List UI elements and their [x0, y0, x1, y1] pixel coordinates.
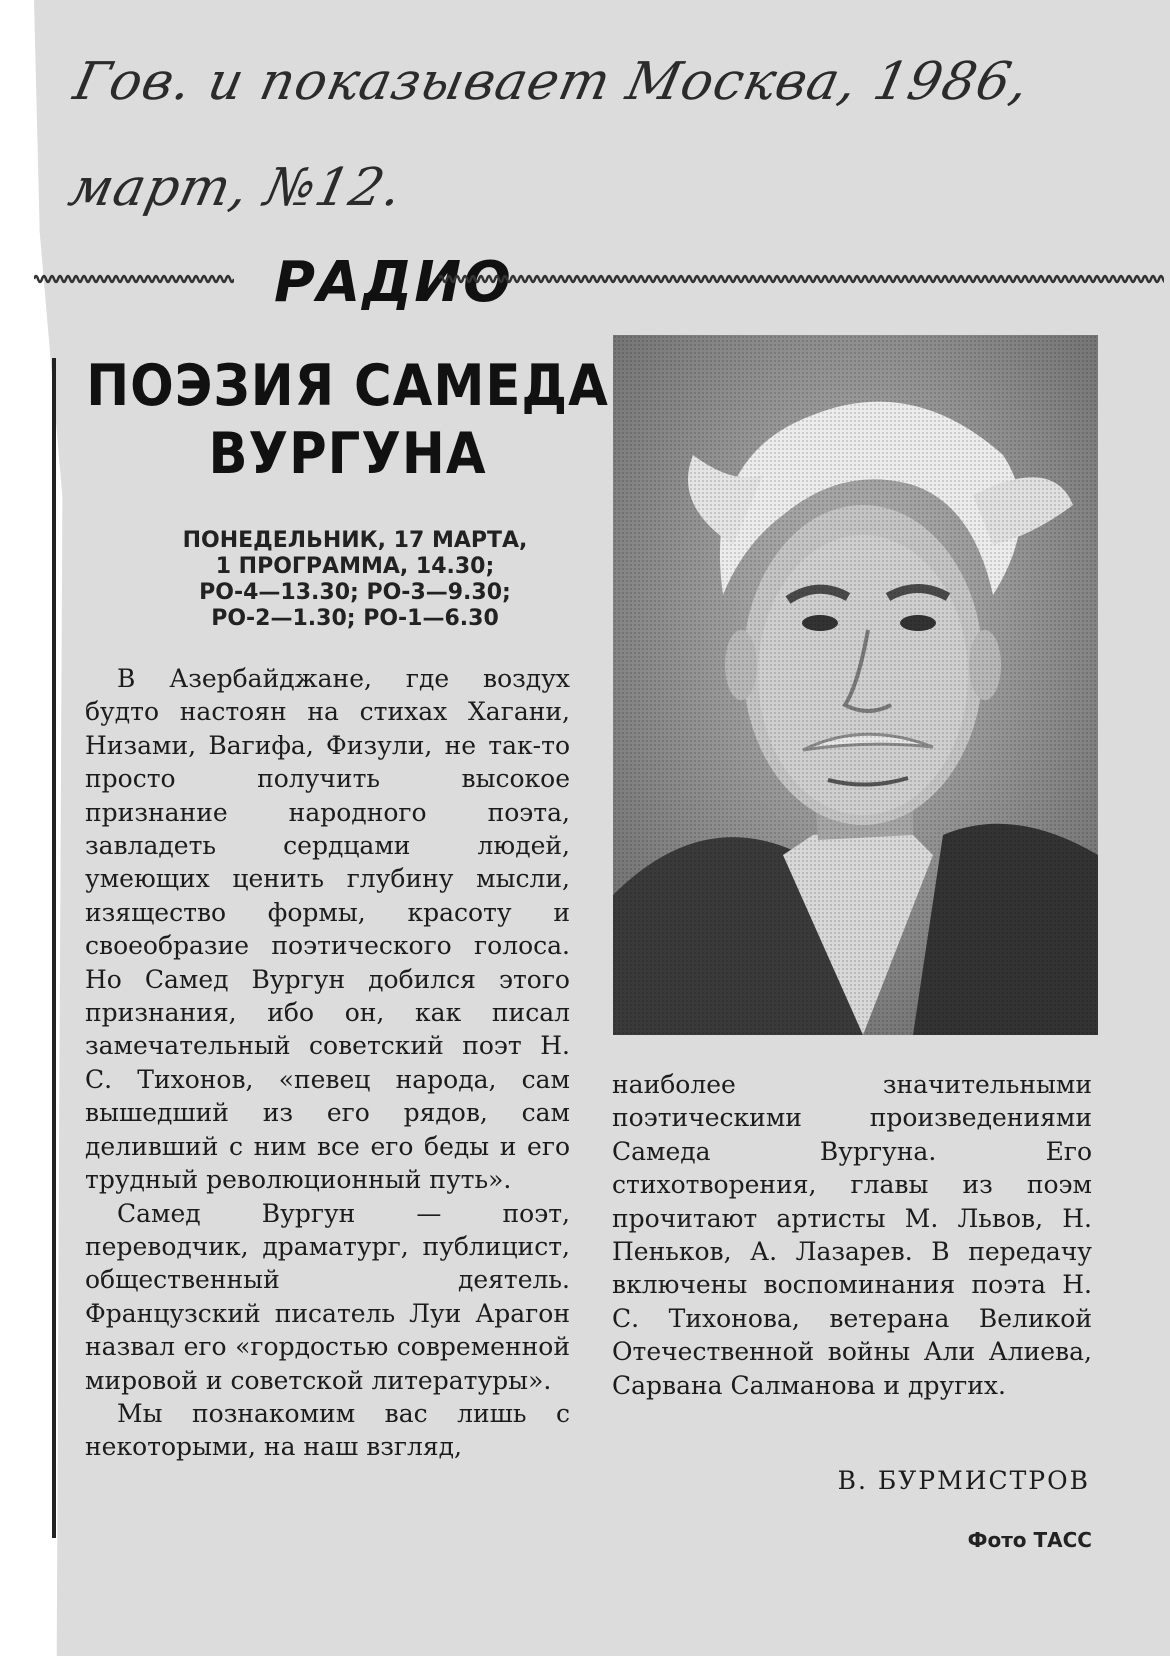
headline-line2: ВУРГУНА — [208, 421, 487, 487]
headline — [60, 352, 635, 488]
handwritten-note-line2: март, №12. — [63, 158, 409, 218]
broadcast-schedule — [95, 528, 615, 632]
wave-rule-right — [439, 272, 1164, 286]
author-byline: В. БУРМИСТРОВ — [837, 1466, 1090, 1495]
column-rule — [52, 358, 56, 1538]
article-paragraph-3-continued: наиболее значительными поэтическими произведениями Самеда Вургуна. Его стихотворения, главы из поэм прочитают артисты М. Львов, Н. Пеньков, А. Лазарев. В передачу включены воспоминания поэта Н. С. Тихонова, ветерана Великой Отечественной войны Али Алиева, Сарвана Салманова и других. — [612, 1070, 1092, 1400]
section-header — [34, 250, 1164, 320]
handwritten-note-line1: Гов. и показывает Москва, 1986, — [68, 52, 1035, 112]
wave-rule-left — [34, 272, 234, 286]
article-paragraph-3: Мы познакомим вас лишь с некоторыми, на наш взгляд, — [85, 1398, 570, 1462]
portrait-illustration — [613, 335, 1098, 1035]
schedule-line3: РО-4—13.30; РО-3—9.30; — [199, 580, 511, 605]
article-column-right — [612, 1068, 1092, 1402]
section-label: РАДИО — [274, 250, 513, 315]
headline-line1: ПОЭЗИЯ САМЕДА — [86, 353, 609, 419]
article-paragraph-1: В Азербайджане, где воздух будто настоян на стихах Хагани, Низами, Вагифа, Физули, не так-то просто получить высокое признание народного поэта, завладеть сердцами людей, умеющих ценить глубину мысли, изящество формы, красоту и своеобразие поэтического голоса. Но Самед Вургун добился этого признания, ибо он, как писал замечательный советский поэт Н. С. Тихонов, «певец народа, сам вышедший из его рядов, сам деливший с ним все его беды и его трудный революционный путь». — [85, 664, 570, 1195]
article-paragraph-2: Самед Вургун — поэт, переводчик, драматург, публицист, общественный деятель. Французский писатель Луи Арагон назвал его «гордостью современной мировой и советской литературы». — [85, 1198, 570, 1395]
photo-credit: Фото ТАСС — [967, 1528, 1092, 1552]
schedule-line2: 1 ПРОГРАММА, 14.30; — [215, 554, 495, 579]
portrait-photo — [613, 335, 1098, 1035]
schedule-line1: ПОНЕДЕЛЬНИК, 17 МАРТА, — [182, 528, 528, 553]
article-column-left — [85, 662, 570, 1464]
schedule-line4: РО-2—1.30; РО-1—6.30 — [211, 606, 499, 631]
